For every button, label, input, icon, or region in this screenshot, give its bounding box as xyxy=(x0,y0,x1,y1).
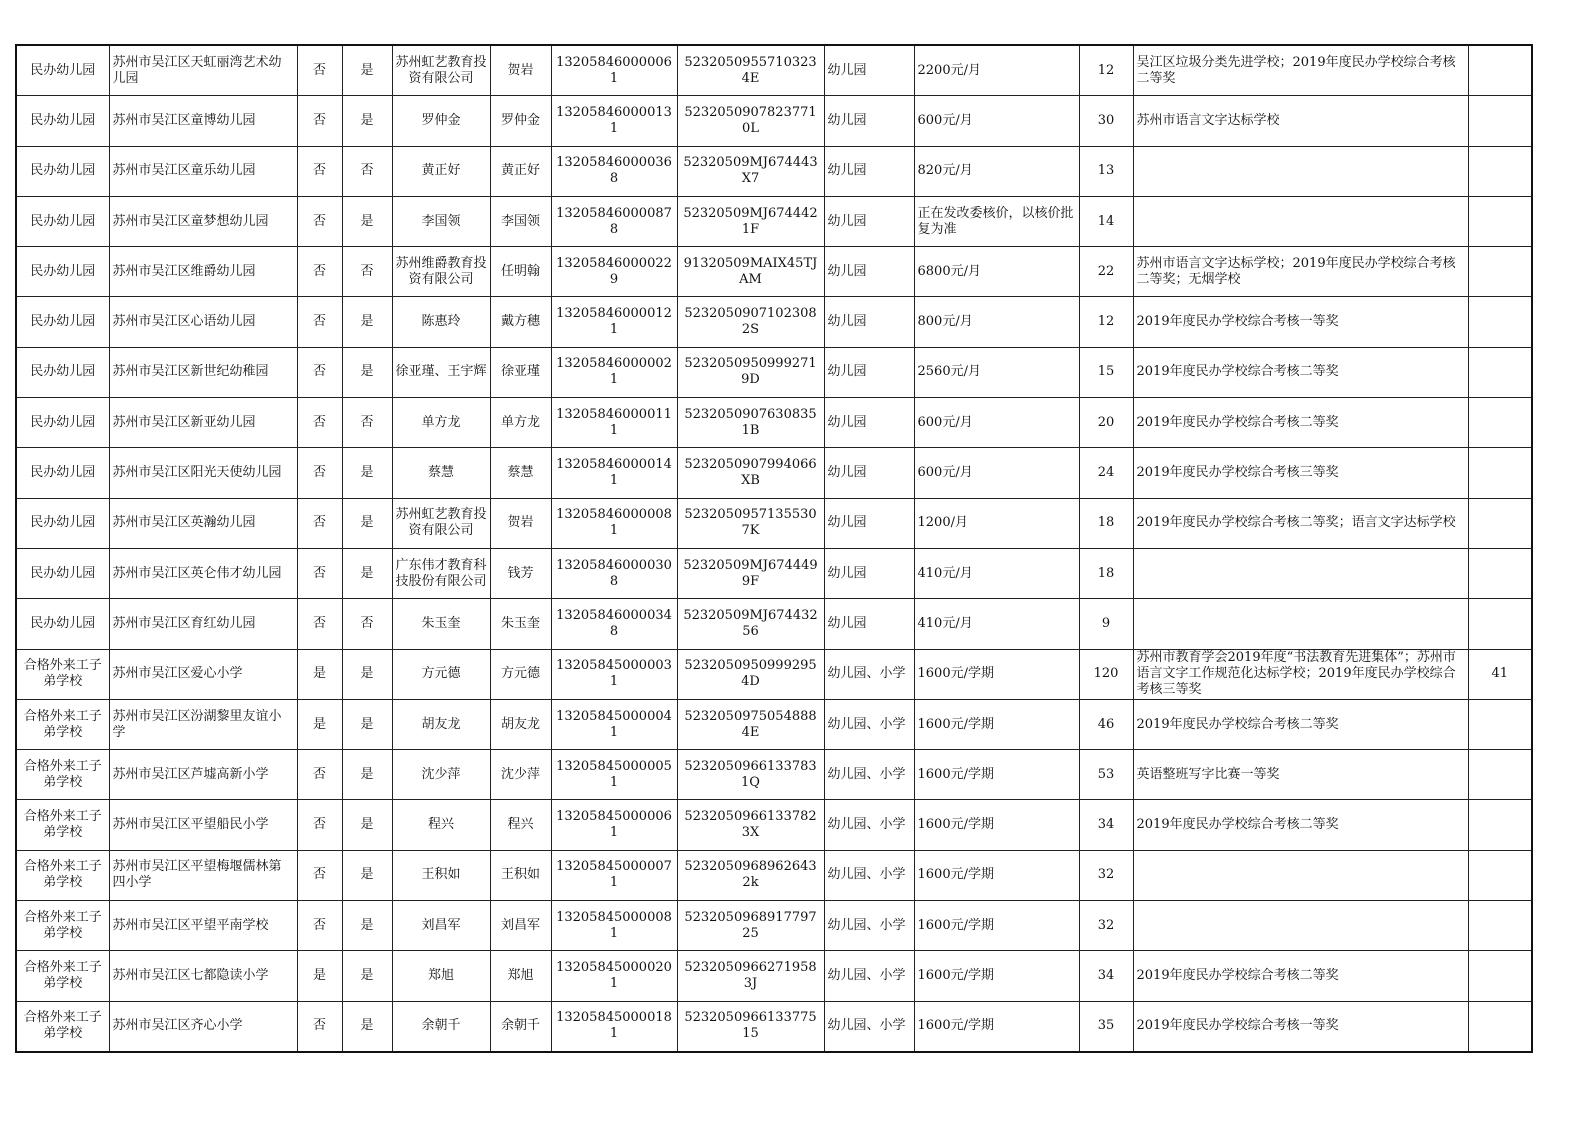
cell-school-name: 苏州市吴江区芦墟高新小学 xyxy=(109,750,297,800)
cell-extra xyxy=(1468,45,1532,96)
cell-sponsor: 广东伟才教育科技股份有限公司 xyxy=(392,548,490,598)
cell-flag-a: 否 xyxy=(297,297,342,347)
cell-count: 18 xyxy=(1079,498,1133,548)
cell-flag-a: 否 xyxy=(297,96,342,146)
cell-fee: 410元/月 xyxy=(914,599,1079,649)
cell-credit-code: 91320509MAIX45TJAM xyxy=(677,247,824,297)
cell-sponsor: 王积如 xyxy=(392,850,490,900)
cell-school-type: 民办幼儿园 xyxy=(16,599,109,649)
cell-school-level: 幼儿园 xyxy=(824,448,914,498)
cell-count: 18 xyxy=(1079,548,1133,598)
cell-honors: 2019年度民办学校综合考核一等奖 xyxy=(1133,1001,1468,1052)
cell-school-type: 民办幼儿园 xyxy=(16,398,109,448)
cell-school-level: 幼儿园、小学 xyxy=(824,1001,914,1052)
cell-fee: 6800元/月 xyxy=(914,247,1079,297)
table-row xyxy=(16,96,1532,146)
cell-extra xyxy=(1468,146,1532,196)
cell-flag-a: 否 xyxy=(297,800,342,850)
cell-extra xyxy=(1468,398,1532,448)
cell-school-level: 幼儿园 xyxy=(824,599,914,649)
cell-fee: 正在发改委核价，以核价批复为准 xyxy=(914,196,1079,246)
cell-count: 24 xyxy=(1079,448,1133,498)
cell-legal-rep: 李国领 xyxy=(490,196,551,246)
cell-school-name: 苏州市吴江区心语幼儿园 xyxy=(109,297,297,347)
cell-school-type: 合格外来工子弟学校 xyxy=(16,1001,109,1052)
cell-flag-a: 否 xyxy=(297,901,342,951)
cell-fee: 800元/月 xyxy=(914,297,1079,347)
cell-school-level: 幼儿园 xyxy=(824,548,914,598)
cell-license-code: 132058460000061 xyxy=(551,45,677,96)
cell-sponsor: 朱玉奎 xyxy=(392,599,490,649)
cell-count: 13 xyxy=(1079,146,1133,196)
cell-sponsor: 余朝千 xyxy=(392,1001,490,1052)
cell-credit-code: 52320509661337831Q xyxy=(677,750,824,800)
table-row xyxy=(16,800,1532,850)
cell-school-level: 幼儿园 xyxy=(824,96,914,146)
cell-sponsor: 单方龙 xyxy=(392,398,490,448)
cell-school-name: 苏州市吴江区英瀚幼儿园 xyxy=(109,498,297,548)
cell-license-code: 132058460000111 xyxy=(551,398,677,448)
cell-honors: 苏州市教育学会2019年度“书法教育先进集体”；苏州市语言文字工作规范化达标学校；2019年度民办学校综合考核三等奖 xyxy=(1133,649,1468,699)
cell-fee: 2200元/月 xyxy=(914,45,1079,96)
cell-legal-rep: 程兴 xyxy=(490,800,551,850)
table-row xyxy=(16,398,1532,448)
cell-honors: 2019年度民办学校综合考核二等奖 xyxy=(1133,951,1468,1001)
table-row xyxy=(16,448,1532,498)
cell-fee: 410元/月 xyxy=(914,548,1079,598)
cell-fee: 600元/月 xyxy=(914,448,1079,498)
cell-extra: 41 xyxy=(1468,649,1532,699)
table-row xyxy=(16,1001,1532,1052)
table-row xyxy=(16,599,1532,649)
cell-school-type: 民办幼儿园 xyxy=(16,297,109,347)
cell-school-type: 合格外来工子弟学校 xyxy=(16,901,109,951)
cell-sponsor: 黄正好 xyxy=(392,146,490,196)
cell-fee: 600元/月 xyxy=(914,96,1079,146)
cell-school-level: 幼儿园 xyxy=(824,196,914,246)
cell-legal-rep: 朱玉奎 xyxy=(490,599,551,649)
cell-flag-b: 是 xyxy=(342,750,392,800)
table-row xyxy=(16,649,1532,699)
cell-school-type: 民办幼儿园 xyxy=(16,448,109,498)
cell-school-type: 合格外来工子弟学校 xyxy=(16,951,109,1001)
cell-legal-rep: 单方龙 xyxy=(490,398,551,448)
cell-flag-b: 是 xyxy=(342,850,392,900)
cell-flag-a: 否 xyxy=(297,498,342,548)
table-row xyxy=(16,548,1532,598)
cell-school-name: 苏州市吴江区童乐幼儿园 xyxy=(109,146,297,196)
cell-extra xyxy=(1468,96,1532,146)
cell-school-level: 幼儿园 xyxy=(824,347,914,397)
cell-honors: 2019年度民办学校综合考核二等奖 xyxy=(1133,699,1468,749)
cell-school-level: 幼儿园、小学 xyxy=(824,850,914,900)
cell-sponsor: 胡友龙 xyxy=(392,699,490,749)
cell-school-type: 民办幼儿园 xyxy=(16,196,109,246)
cell-school-type: 合格外来工子弟学校 xyxy=(16,649,109,699)
table-row xyxy=(16,750,1532,800)
cell-count: 32 xyxy=(1079,850,1133,900)
cell-honors: 2019年度民办学校综合考核一等奖 xyxy=(1133,297,1468,347)
cell-flag-a: 否 xyxy=(297,548,342,598)
cell-license-code: 132058460000141 xyxy=(551,448,677,498)
cell-credit-code: 52320509661337823X xyxy=(677,800,824,850)
cell-sponsor: 郑旭 xyxy=(392,951,490,1001)
cell-legal-rep: 蔡慧 xyxy=(490,448,551,498)
cell-flag-b: 是 xyxy=(342,196,392,246)
cell-fee: 1600元/学期 xyxy=(914,1001,1079,1052)
cell-credit-code: 52320509MJ6744499F xyxy=(677,548,824,598)
cell-legal-rep: 贺岩 xyxy=(490,45,551,96)
cell-license-code: 132058460000229 xyxy=(551,247,677,297)
cell-legal-rep: 黄正好 xyxy=(490,146,551,196)
cell-flag-b: 是 xyxy=(342,699,392,749)
cell-honors xyxy=(1133,196,1468,246)
cell-sponsor: 方元德 xyxy=(392,649,490,699)
cell-flag-a: 否 xyxy=(297,398,342,448)
cell-license-code: 132058460000081 xyxy=(551,498,677,548)
cell-credit-code: 52320509MJ6744421F xyxy=(677,196,824,246)
cell-school-name: 苏州市吴江区天虹丽湾艺术幼儿园 xyxy=(109,45,297,96)
cell-flag-a: 否 xyxy=(297,146,342,196)
cell-sponsor: 陈惠玲 xyxy=(392,297,490,347)
cell-credit-code: 52320509509992719D xyxy=(677,347,824,397)
cell-fee: 1200/月 xyxy=(914,498,1079,548)
cell-honors: 苏州市语言文字达标学校；2019年度民办学校综合考核二等奖；无烟学校 xyxy=(1133,247,1468,297)
cell-license-code: 132058460000308 xyxy=(551,548,677,598)
cell-license-code: 132058450000201 xyxy=(551,951,677,1001)
cell-school-name: 苏州市吴江区新亚幼儿园 xyxy=(109,398,297,448)
cell-honors: 2019年度民办学校综合考核二等奖 xyxy=(1133,347,1468,397)
cell-license-code: 132058460000121 xyxy=(551,297,677,347)
cell-legal-rep: 胡友龙 xyxy=(490,699,551,749)
cell-legal-rep: 刘昌军 xyxy=(490,901,551,951)
cell-credit-code: 52320509571355307K xyxy=(677,498,824,548)
table-row xyxy=(16,247,1532,297)
cell-flag-b: 是 xyxy=(342,1001,392,1052)
cell-extra xyxy=(1468,850,1532,900)
cell-legal-rep: 王积如 xyxy=(490,850,551,900)
cell-license-code: 132058450000071 xyxy=(551,850,677,900)
cell-school-type: 民办幼儿园 xyxy=(16,45,109,96)
cell-honors xyxy=(1133,599,1468,649)
cell-flag-a: 否 xyxy=(297,750,342,800)
cell-school-name: 苏州市吴江区平望平南学校 xyxy=(109,901,297,951)
cell-extra xyxy=(1468,196,1532,246)
cell-school-level: 幼儿园 xyxy=(824,398,914,448)
cell-flag-b: 否 xyxy=(342,599,392,649)
cell-school-name: 苏州市吴江区维爵幼儿园 xyxy=(109,247,297,297)
cell-school-name: 苏州市吴江区阳光天使幼儿园 xyxy=(109,448,297,498)
table-row xyxy=(16,196,1532,246)
cell-fee: 820元/月 xyxy=(914,146,1079,196)
cell-school-name: 苏州市吴江区童博幼儿园 xyxy=(109,96,297,146)
cell-honors xyxy=(1133,901,1468,951)
cell-count: 14 xyxy=(1079,196,1133,246)
cell-count: 34 xyxy=(1079,951,1133,1001)
cell-fee: 600元/月 xyxy=(914,398,1079,448)
cell-count: 34 xyxy=(1079,800,1133,850)
cell-sponsor: 罗仲金 xyxy=(392,96,490,146)
cell-license-code: 132058460000878 xyxy=(551,196,677,246)
cell-school-type: 民办幼儿园 xyxy=(16,498,109,548)
cell-fee: 1600元/学期 xyxy=(914,951,1079,1001)
cell-credit-code: 52320509071023082S xyxy=(677,297,824,347)
cell-school-type: 合格外来工子弟学校 xyxy=(16,850,109,900)
cell-extra xyxy=(1468,1001,1532,1052)
table-row xyxy=(16,951,1532,1001)
cell-school-name: 苏州市吴江区平望梅堰儒林第四小学 xyxy=(109,850,297,900)
cell-credit-code: 52320509689626432k xyxy=(677,850,824,900)
cell-school-type: 民办幼儿园 xyxy=(16,96,109,146)
cell-school-type: 民办幼儿园 xyxy=(16,247,109,297)
cell-count: 35 xyxy=(1079,1001,1133,1052)
cell-sponsor: 苏州虹艺教育投资有限公司 xyxy=(392,498,490,548)
cell-license-code: 132058450000041 xyxy=(551,699,677,749)
cell-legal-rep: 任明翰 xyxy=(490,247,551,297)
cell-license-code: 132058450000181 xyxy=(551,1001,677,1052)
cell-license-code: 132058460000348 xyxy=(551,599,677,649)
cell-sponsor: 徐亚瑾、王宇辉 xyxy=(392,347,490,397)
cell-fee: 1600元/学期 xyxy=(914,800,1079,850)
cell-count: 53 xyxy=(1079,750,1133,800)
cell-count: 30 xyxy=(1079,96,1133,146)
cell-flag-b: 是 xyxy=(342,96,392,146)
table-row xyxy=(16,347,1532,397)
cell-fee: 1600元/学期 xyxy=(914,850,1079,900)
cell-flag-b: 否 xyxy=(342,146,392,196)
cell-count: 9 xyxy=(1079,599,1133,649)
cell-count: 120 xyxy=(1079,649,1133,699)
table-row xyxy=(16,850,1532,900)
table-row xyxy=(16,45,1532,96)
cell-legal-rep: 戴方穗 xyxy=(490,297,551,347)
cell-school-level: 幼儿园 xyxy=(824,45,914,96)
cell-school-name: 苏州市吴江区童梦想幼儿园 xyxy=(109,196,297,246)
cell-school-level: 幼儿园、小学 xyxy=(824,901,914,951)
cell-honors: 英语整班写字比赛一等奖 xyxy=(1133,750,1468,800)
cell-school-name: 苏州市吴江区英仑伟才幼儿园 xyxy=(109,548,297,598)
table-row xyxy=(16,498,1532,548)
cell-flag-a: 是 xyxy=(297,649,342,699)
cell-school-level: 幼儿园、小学 xyxy=(824,750,914,800)
cell-credit-code: 523205096891779725 xyxy=(677,901,824,951)
cell-sponsor: 蔡慧 xyxy=(392,448,490,498)
cell-honors: 苏州市语言文字达标学校 xyxy=(1133,96,1468,146)
cell-legal-rep: 余朝千 xyxy=(490,1001,551,1052)
cell-flag-b: 是 xyxy=(342,347,392,397)
cell-school-level: 幼儿园 xyxy=(824,146,914,196)
cell-flag-a: 否 xyxy=(297,599,342,649)
cell-count: 12 xyxy=(1079,297,1133,347)
cell-extra xyxy=(1468,599,1532,649)
cell-credit-code: 52320509MJ674443X7 xyxy=(677,146,824,196)
cell-credit-code: 52320509750548884E xyxy=(677,699,824,749)
cell-flag-a: 否 xyxy=(297,45,342,96)
cell-honors xyxy=(1133,146,1468,196)
cell-flag-a: 是 xyxy=(297,951,342,1001)
cell-flag-b: 是 xyxy=(342,498,392,548)
cell-sponsor: 苏州维爵教育投资有限公司 xyxy=(392,247,490,297)
cell-school-level: 幼儿园、小学 xyxy=(824,699,914,749)
cell-legal-rep: 郑旭 xyxy=(490,951,551,1001)
cell-honors xyxy=(1133,850,1468,900)
cell-flag-a: 是 xyxy=(297,699,342,749)
cell-sponsor: 程兴 xyxy=(392,800,490,850)
cell-flag-b: 否 xyxy=(342,247,392,297)
cell-honors: 2019年度民办学校综合考核二等奖；语言文字达标学校 xyxy=(1133,498,1468,548)
cell-flag-b: 是 xyxy=(342,45,392,96)
cell-extra xyxy=(1468,498,1532,548)
cell-flag-b: 是 xyxy=(342,649,392,699)
cell-honors xyxy=(1133,548,1468,598)
cell-count: 22 xyxy=(1079,247,1133,297)
cell-school-name: 苏州市吴江区育红幼儿园 xyxy=(109,599,297,649)
cell-sponsor: 苏州虹艺教育投资有限公司 xyxy=(392,45,490,96)
cell-school-name: 苏州市吴江区新世纪幼稚园 xyxy=(109,347,297,397)
cell-school-name: 苏州市吴江区平望船民小学 xyxy=(109,800,297,850)
cell-license-code: 132058460000368 xyxy=(551,146,677,196)
cell-flag-b: 是 xyxy=(342,951,392,1001)
table-row xyxy=(16,146,1532,196)
cell-legal-rep: 钱芳 xyxy=(490,548,551,598)
cell-extra xyxy=(1468,448,1532,498)
cell-flag-a: 否 xyxy=(297,1001,342,1052)
cell-fee: 1600元/学期 xyxy=(914,649,1079,699)
cell-license-code: 132058450000081 xyxy=(551,901,677,951)
cell-license-code: 132058450000061 xyxy=(551,800,677,850)
cell-school-level: 幼儿园 xyxy=(824,498,914,548)
cell-legal-rep: 罗仲金 xyxy=(490,96,551,146)
cell-legal-rep: 贺岩 xyxy=(490,498,551,548)
cell-flag-b: 是 xyxy=(342,800,392,850)
cell-sponsor: 沈少萍 xyxy=(392,750,490,800)
schools-table xyxy=(15,44,1533,1053)
cell-school-type: 民办幼儿园 xyxy=(16,548,109,598)
cell-honors: 2019年度民办学校综合考核二等奖 xyxy=(1133,398,1468,448)
cell-flag-a: 否 xyxy=(297,448,342,498)
cell-flag-b: 是 xyxy=(342,901,392,951)
cell-credit-code: 5232050907994066XB xyxy=(677,448,824,498)
cell-fee: 1600元/学期 xyxy=(914,901,1079,951)
cell-license-code: 132058450000031 xyxy=(551,649,677,699)
cell-school-type: 合格外来工子弟学校 xyxy=(16,699,109,749)
cell-fee: 2560元/月 xyxy=(914,347,1079,397)
table-body xyxy=(16,45,1532,1052)
cell-credit-code: 52320509557103234E xyxy=(677,45,824,96)
cell-flag-a: 否 xyxy=(297,850,342,900)
cell-extra xyxy=(1468,951,1532,1001)
table-row xyxy=(16,699,1532,749)
cell-credit-code: 52320509078237710L xyxy=(677,96,824,146)
cell-extra xyxy=(1468,800,1532,850)
cell-extra xyxy=(1468,297,1532,347)
cell-credit-code: 52320509076308351B xyxy=(677,398,824,448)
cell-school-type: 合格外来工子弟学校 xyxy=(16,800,109,850)
cell-school-name: 苏州市吴江区齐心小学 xyxy=(109,1001,297,1052)
cell-school-type: 合格外来工子弟学校 xyxy=(16,750,109,800)
cell-extra xyxy=(1468,247,1532,297)
cell-credit-code: 52320509MJ67443256 xyxy=(677,599,824,649)
cell-legal-rep: 徐亚瑾 xyxy=(490,347,551,397)
cell-school-name: 苏州市吴江区爱心小学 xyxy=(109,649,297,699)
cell-school-type: 民办幼儿园 xyxy=(16,347,109,397)
cell-honors: 2019年度民办学校综合考核二等奖 xyxy=(1133,800,1468,850)
cell-school-type: 民办幼儿园 xyxy=(16,146,109,196)
cell-extra xyxy=(1468,347,1532,397)
cell-flag-a: 否 xyxy=(297,196,342,246)
cell-count: 20 xyxy=(1079,398,1133,448)
cell-legal-rep: 沈少萍 xyxy=(490,750,551,800)
cell-count: 15 xyxy=(1079,347,1133,397)
cell-flag-b: 否 xyxy=(342,398,392,448)
cell-flag-b: 是 xyxy=(342,548,392,598)
cell-sponsor: 李国领 xyxy=(392,196,490,246)
cell-school-level: 幼儿园、小学 xyxy=(824,951,914,1001)
cell-flag-a: 否 xyxy=(297,347,342,397)
cell-count: 46 xyxy=(1079,699,1133,749)
cell-extra xyxy=(1468,750,1532,800)
cell-extra xyxy=(1468,901,1532,951)
cell-extra xyxy=(1468,548,1532,598)
table-row xyxy=(16,297,1532,347)
cell-credit-code: 52320509509992954D xyxy=(677,649,824,699)
cell-extra xyxy=(1468,699,1532,749)
cell-school-name: 苏州市吴江区七都隐读小学 xyxy=(109,951,297,1001)
cell-count: 32 xyxy=(1079,901,1133,951)
cell-flag-b: 是 xyxy=(342,297,392,347)
cell-school-level: 幼儿园 xyxy=(824,297,914,347)
cell-school-level: 幼儿园、小学 xyxy=(824,800,914,850)
cell-credit-code: 52320509662719583J xyxy=(677,951,824,1001)
cell-count: 12 xyxy=(1079,45,1133,96)
cell-fee: 1600元/学期 xyxy=(914,699,1079,749)
cell-honors: 吴江区垃圾分类先进学校；2019年度民办学校综合考核二等奖 xyxy=(1133,45,1468,96)
table-row xyxy=(16,901,1532,951)
cell-school-level: 幼儿园、小学 xyxy=(824,649,914,699)
cell-school-level: 幼儿园 xyxy=(824,247,914,297)
cell-flag-b: 是 xyxy=(342,448,392,498)
schools-table-page xyxy=(15,44,1531,1053)
cell-license-code: 132058460000021 xyxy=(551,347,677,397)
cell-license-code: 132058460000131 xyxy=(551,96,677,146)
cell-school-name: 苏州市吴江区汾湖黎里友谊小学 xyxy=(109,699,297,749)
cell-honors: 2019年度民办学校综合考核三等奖 xyxy=(1133,448,1468,498)
cell-license-code: 132058450000051 xyxy=(551,750,677,800)
cell-sponsor: 刘昌军 xyxy=(392,901,490,951)
cell-flag-a: 否 xyxy=(297,247,342,297)
cell-legal-rep: 方元德 xyxy=(490,649,551,699)
cell-credit-code: 523205096613377515 xyxy=(677,1001,824,1052)
cell-fee: 1600元/学期 xyxy=(914,750,1079,800)
